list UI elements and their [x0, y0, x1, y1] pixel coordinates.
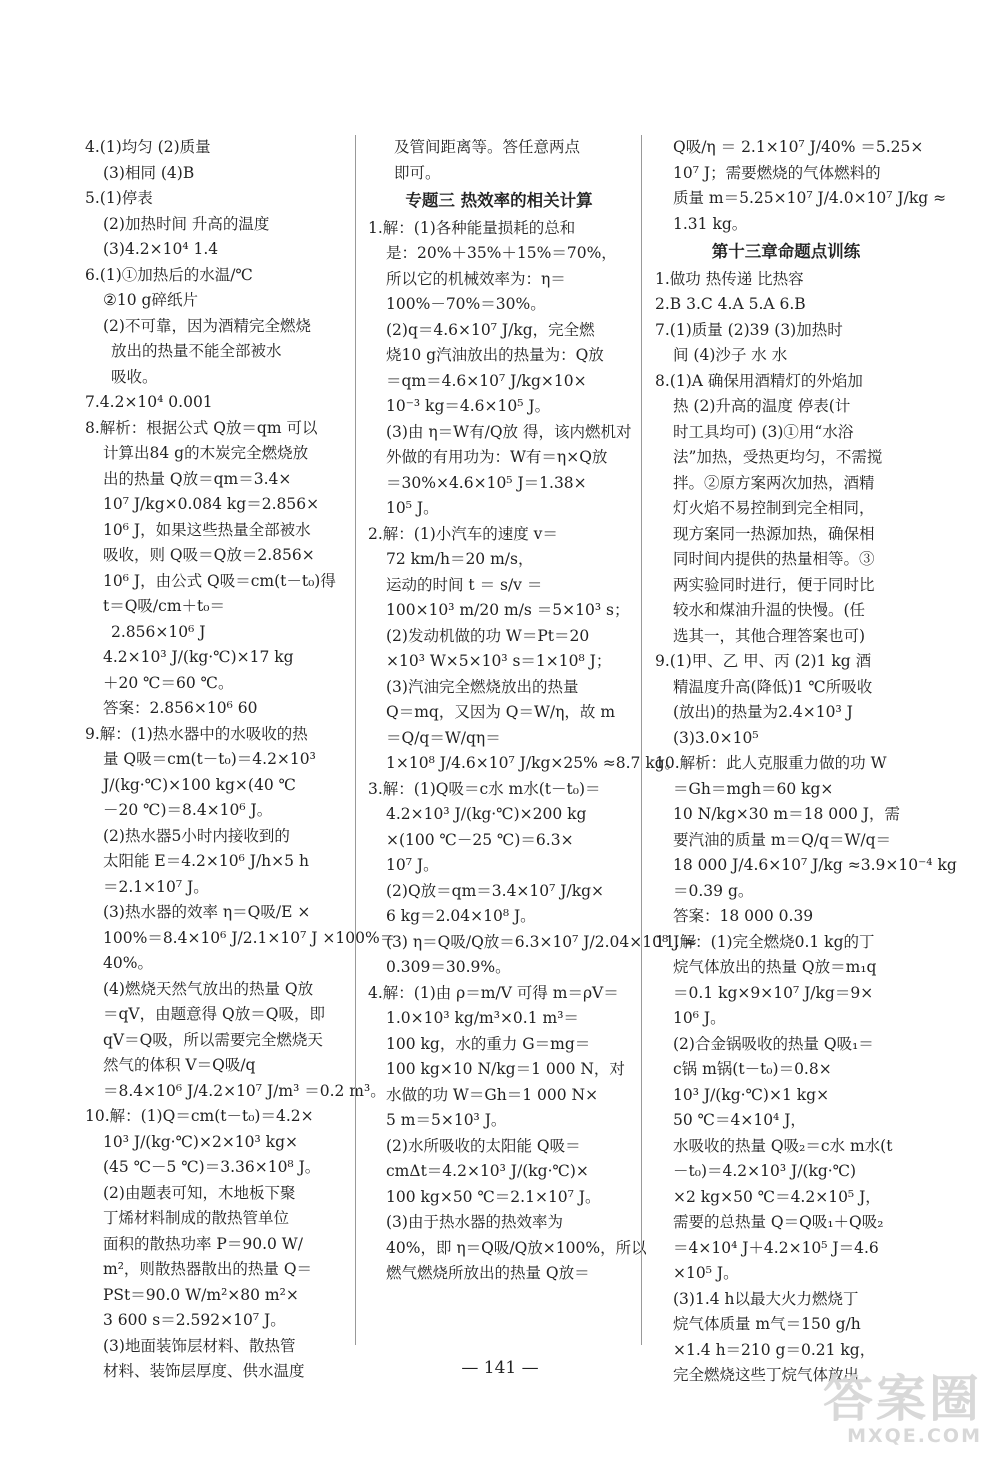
text-line: 100%－70%＝30%。	[386, 295, 546, 313]
text-line: 4.2×10³ J/(kg·℃)×17 kg	[103, 648, 294, 666]
text-line: 18 000 J/4.6×10⁷ J/kg ≈3.9×10⁻⁴ kg	[673, 856, 957, 874]
text-line: －20 ℃)＝8.4×10⁶ J。	[103, 801, 273, 819]
watermark-domain: MXQE.COM	[847, 1425, 982, 1447]
text-line: 10⁶ J，如果这些热量全部被水	[103, 520, 311, 539]
text-line: m²，则散热器散出的热量 Q＝	[103, 1260, 313, 1278]
text-line: (2)热水器5小时内接收到的	[103, 826, 290, 845]
text-line: 100 kg×50 ℃＝2.1×10⁷ J。	[386, 1187, 601, 1206]
text-line: 法”加热，受热更均匀，不需搅	[673, 448, 883, 466]
text-line: 1×10⁸ J/4.6×10⁷ J/kg×25% ≈8.7 kg。	[386, 754, 681, 772]
text-line: 计算出84 g的木炭完全燃烧放	[103, 444, 309, 462]
text-line: 然气的体积 V＝Q吸/q	[103, 1056, 256, 1074]
text-line: (2)由题表可知，木地板下聚	[103, 1183, 296, 1202]
text-line: (2)不可靠，因为酒精完全燃烧	[103, 316, 311, 335]
text-line: 10⁶ J。	[673, 1009, 726, 1027]
text-line: 1.做功 热传递 比热容	[655, 269, 804, 288]
text-line: 两实验同时进行，便于同时比	[673, 575, 875, 594]
text-line: 6.(1)①加热后的水温/℃	[85, 265, 253, 284]
text-line: 吸收，则 Q吸＝Q放＝2.856×	[103, 546, 315, 564]
text-line: 材料、装饰层厚度、供水温度	[103, 1362, 305, 1380]
text-line: 2.856×10⁶ J	[111, 622, 206, 641]
text-line: 灯火焰不易控制到完全相同，	[673, 499, 875, 517]
text-line: 10⁷ J。	[386, 856, 439, 874]
text-line: 水做的功 W＝Gh＝1 000 N×	[386, 1085, 599, 1104]
text-line: 8.(1)A 确保用酒精灯的外焰加	[655, 371, 863, 390]
text-line: (2)q＝4.6×10⁷ J/kg，完全燃	[386, 320, 595, 339]
text-line: 3.解：(1)Q吸＝c水 m水(t－t₀)＝	[368, 779, 601, 798]
text-line: 答案：18 000 0.39	[673, 907, 814, 925]
text-line: 40%，即 η＝Q吸/Q放×100%，所以	[386, 1238, 647, 1257]
text-line: (3)3.0×10⁵	[673, 728, 759, 747]
text-line: 2.解：(1)小汽车的速度 v＝	[368, 524, 558, 543]
text-line: －t₀)＝4.2×10³ J/(kg·℃)	[673, 1162, 857, 1180]
text-line: 量 Q吸＝cm(t－t₀)＝4.2×10³	[103, 750, 316, 768]
text-line: 即可。	[394, 163, 441, 182]
text-line: 7.(1)质量 (2)39 (3)加热时	[655, 320, 843, 339]
text-line: J/(kg·℃)×100 kg×(40 ℃	[103, 775, 296, 794]
text-line: (3)相同 (4)B	[103, 163, 195, 182]
text-line: 7.4.2×10⁴ 0.001	[85, 393, 213, 411]
text-line: 烷气体质量 m气＝150 g/h	[673, 1315, 861, 1333]
text-line: 4.解：(1)由 ρ＝m/V 可得 m＝ρV＝	[368, 983, 619, 1002]
column-divider-1	[355, 135, 356, 1345]
text-line: 4.2×10³ J/(kg·℃)×200 kg	[386, 805, 587, 823]
text-line: 100%＝8.4×10⁶ J/2.1×10⁷ J ×100%＝	[103, 928, 396, 947]
text-line: 1.0×10³ kg/m³×0.1 m³＝	[386, 1009, 579, 1027]
text-line: 面积的散热功率 P＝90.0 W/	[103, 1234, 303, 1253]
text-line: 要汽油的质量 m＝Q/q＝W/q＝	[673, 830, 892, 849]
text-line: 完全燃烧这些丁烷气体放出	[673, 1366, 860, 1384]
text-line: ×(100 ℃－25 ℃)＝6.3×	[386, 830, 574, 849]
text-line: 精温度升高(降低)1 ℃所吸收	[673, 677, 873, 696]
text-line: (放出)的热量为2.4×10³ J	[673, 703, 853, 721]
text-line: 放出的热量不能全部被水	[111, 342, 282, 360]
text-line: 及管间距离等。答任意两点	[394, 138, 581, 156]
text-line: 水吸收的热量 Q吸₂＝c水 m水(t	[673, 1136, 893, 1155]
text-line: 较水和煤油升温的快慢。(任	[673, 601, 866, 619]
text-line: 拌。②原方案两次加热，酒精	[673, 473, 875, 492]
text-line: 吸收。	[111, 367, 158, 386]
text-line: 3 600 s＝2.592×10⁷ J。	[103, 1311, 286, 1329]
text-line: 现方案同一热源加热，确保相	[673, 524, 875, 543]
page-number: — 141 —	[461, 1358, 539, 1378]
text-line: Q＝mq，又因为 Q＝W/η，故 m	[386, 703, 616, 721]
text-line: ×2 kg×50 ℃＝4.2×10⁵ J，	[673, 1187, 881, 1206]
text-line: PSt＝90.0 W/m²×80 m²×	[103, 1285, 299, 1304]
text-line: 时工具均可) (3)①用“水浴	[673, 422, 854, 441]
text-line: 需要的总热量 Q＝Q吸₁＋Q吸₂	[673, 1213, 884, 1231]
text-line: 10⁶ J，由公式 Q吸＝cm(t－t₀)得	[103, 571, 336, 590]
text-line: ＝0.39 g。	[673, 881, 754, 900]
text-line: 烧10 g汽油放出的热量为：Q放	[386, 346, 604, 364]
column-divider-2	[641, 135, 642, 1345]
text-line: 是：20%＋35%＋15%＝70%，	[386, 244, 617, 262]
text-line: (3)汽油完全燃烧放出的热量	[386, 677, 579, 696]
text-line: 10⁷ J/kg×0.084 kg＝2.856×	[103, 495, 320, 513]
text-line: 运动的时间 t ＝ s/v ＝	[386, 575, 543, 594]
text-line: 100 kg×10 N/kg＝1 000 N，对	[386, 1060, 625, 1078]
text-line: ＝2.1×10⁷ J。	[103, 877, 209, 896]
text-line: 烷气体放出的热量 Q放＝m₁q	[673, 958, 877, 976]
text-line: (4)燃烧天然气放出的热量 Q放	[103, 979, 314, 998]
text-line: ＋20 ℃＝60 ℃。	[103, 673, 234, 692]
text-line: 8.解析：根据公式 Q放＝qm 可以	[85, 418, 318, 437]
text-line: ＝qm＝4.6×10⁷ J/kg×10×	[386, 371, 587, 390]
text-line: (2)水所吸收的太阳能 Q吸＝	[386, 1136, 581, 1155]
text-line: 10.解析：此人克服重力做的功 W	[655, 754, 887, 772]
text-line: 太阳能 E＝4.2×10⁶ J/h×5 h	[103, 852, 309, 870]
text-line: 2.B 3.C 4.A 5.A 6.B	[655, 295, 806, 313]
text-line: ×10⁵ J。	[673, 1264, 739, 1282]
text-line: ＝Q/q＝W/qη＝	[386, 728, 501, 747]
text-line: 5 m＝5×10³ J。	[386, 1111, 507, 1129]
text-line: (2)加热时间 升高的温度	[103, 214, 270, 233]
text-line: (2)发动机做的功 W＝Pt＝20	[386, 626, 590, 645]
text-line: 出的热量 Q放＝qm＝3.4×	[103, 469, 292, 488]
text-line: ×1.4 h＝210 g＝0.21 kg，	[673, 1340, 876, 1359]
text-line: t＝Q吸/cm＋t₀＝	[103, 597, 225, 615]
text-line: (45 ℃－5 ℃)＝3.36×10⁸ J。	[103, 1158, 321, 1176]
text-line: 72 km/h＝20 m/s，	[386, 550, 534, 568]
text-line: 6 kg＝2.04×10⁸ J。	[386, 907, 536, 925]
text-line: 0.309＝30.9%。	[386, 958, 511, 976]
text-line: 100 kg，水的重力 G＝mg＝	[386, 1034, 591, 1053]
text-line: 选其一，其他合理答案也可)	[673, 626, 866, 645]
text-line: 间 (4)沙子 水 水	[673, 346, 788, 364]
watermark-mark: 答案圈	[823, 1370, 982, 1428]
text-line: 11.解：(1)完全燃烧0.1 kg的丁	[655, 932, 875, 951]
text-line: ＝30%×4.6×10⁵ J＝1.38×	[386, 473, 587, 492]
text-line: ＝8.4×10⁶ J/4.2×10⁷ J/m³ ＝0.2 m³。	[103, 1081, 386, 1100]
text-line: ②10 g碎纸片	[103, 291, 198, 309]
text-line: 1.31 kg。	[673, 214, 748, 233]
section-heading: 专题三 热效率的相关计算	[405, 191, 593, 210]
text-line: (2)Q放＝qm＝3.4×10⁷ J/kg×	[386, 881, 605, 900]
watermark-logo	[792, 1370, 982, 1453]
text-line: (3)由 η＝W有/Q放 得，该内燃机对	[386, 422, 632, 441]
text-line: 外做的有用功为：W有＝η×Q放	[386, 448, 608, 466]
column-3	[655, 135, 957, 1389]
text-line: 同时间内提供的热量相等。③	[673, 550, 875, 568]
text-line: 燃气燃烧所放出的热量 Q放＝	[386, 1264, 590, 1282]
section-heading: 第十三章命题点训练	[711, 242, 861, 261]
text-line: 1.解：(1)各种能量损耗的总和	[368, 218, 576, 237]
text-line: 10⁵ J。	[386, 499, 439, 517]
text-line: 答案：2.856×10⁶ 60	[103, 699, 258, 717]
text-line: (3)热水器的效率 η＝Q吸/E ×	[103, 903, 311, 921]
text-line: 10⁻³ kg＝4.6×10⁵ J。	[386, 397, 551, 415]
text-line: ×10³ W×5×10³ s＝1×10⁸ J；	[386, 652, 612, 670]
text-line: 10⁷ J；需要燃烧的气体燃料的	[673, 163, 881, 182]
text-line: 4.(1)均匀 (2)质量	[85, 138, 211, 156]
text-line: ＝4×10⁴ J＋4.2×10⁵ J＝4.6	[673, 1238, 879, 1257]
text-line: (3)由于热水器的热效率为	[386, 1213, 563, 1231]
text-line: 质量 m＝5.25×10⁷ J/4.0×10⁷ J/kg ≈	[673, 189, 947, 207]
text-line: ＝0.1 kg×9×10⁷ J/kg＝9×	[673, 983, 874, 1002]
text-line: 5.(1)停表	[85, 189, 153, 207]
text-line: 所以它的机械效率为：η＝	[386, 269, 566, 288]
text-line: 40%。	[103, 954, 153, 972]
text-line: Q吸/η ＝ 2.1×10⁷ J/40% ＝5.25×	[673, 138, 924, 156]
column-2	[368, 135, 698, 1287]
column-1	[85, 135, 396, 1385]
text-line: 10³ J/(kg·℃)×2×10³ kg×	[103, 1132, 298, 1151]
text-line: 9.(1)甲、乙 甲、丙 (2)1 kg 酒	[655, 652, 872, 670]
text-line: 100×10³ m/20 m/s ＝5×10³ s；	[386, 601, 630, 619]
text-line: 50 ℃＝4×10⁴ J，	[673, 1111, 806, 1129]
text-line: (3) η＝Q吸/Q放＝6.3×10⁷ J/2.04×10⁸ J ≈	[386, 932, 698, 951]
text-line: (3)1.4 h以最大火力燃烧丁	[673, 1289, 859, 1308]
text-line: 9.解：(1)热水器中的水吸收的热	[85, 724, 308, 743]
text-line: c锅 m锅(t－t₀)＝0.8×	[673, 1060, 832, 1078]
text-line: ＝Gh＝mgh＝60 kg×	[673, 779, 834, 798]
text-line: cmΔt＝4.2×10³ J/(kg·℃)×	[386, 1162, 589, 1180]
text-line: 10.解：(1)Q＝cm(t－t₀)＝4.2×	[85, 1107, 314, 1125]
text-line: qV＝Q吸，所以需要完全燃烧天	[103, 1030, 323, 1049]
text-line: (3)4.2×10⁴ 1.4	[103, 240, 219, 258]
text-line: ＝qV，由题意得 Q放＝Q吸，即	[103, 1005, 325, 1023]
text-line: 10 N/kg×30 m＝18 000 J，需	[673, 805, 900, 823]
text-line: 丁烯材料制成的散热管单位	[103, 1209, 290, 1227]
text-line: (2)合金锅吸收的热量 Q吸₁＝	[673, 1034, 874, 1053]
text-line: (3)地面装饰层材料、散热管	[103, 1336, 296, 1355]
text-line: 热 (2)升高的温度 停表(计	[673, 397, 851, 415]
text-line: 10³ J/(kg·℃)×1 kg×	[673, 1085, 830, 1104]
